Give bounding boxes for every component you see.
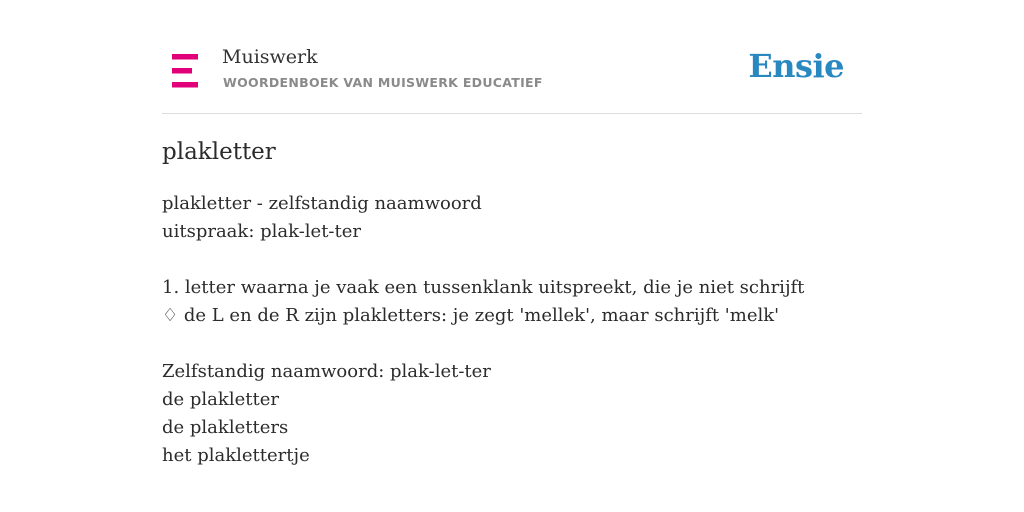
spacer bbox=[162, 246, 862, 274]
definition-body bbox=[162, 190, 862, 470]
singular-form: de plakletter bbox=[162, 389, 279, 410]
pronunciation-line: uitspraak: plak-let-ter bbox=[162, 221, 362, 242]
meaning-line: 1. letter waarna je vaak een tussenklank uitspreekt, die je niet schrijft bbox=[162, 277, 805, 298]
noun-header-line: Zelfstandig naamwoord: plak-let-ter bbox=[162, 361, 491, 382]
plural-form: de plakletters bbox=[162, 417, 289, 438]
header bbox=[162, 0, 862, 114]
source-name[interactable]: Muiswerk bbox=[222, 46, 318, 68]
entry-title: plakletter bbox=[162, 139, 276, 165]
page bbox=[162, 0, 862, 512]
ensie-logo-link[interactable]: Ensie bbox=[748, 47, 844, 85]
example-line: ♢ de L en de R zijn plakletters: je zegt 'mellek', maar schrijft 'melk' bbox=[162, 305, 780, 326]
spacer bbox=[162, 330, 862, 358]
muiswerk-logo-icon[interactable] bbox=[172, 54, 200, 88]
part-of-speech-line: plakletter - zelfstandig naamwoord bbox=[162, 193, 482, 214]
source-subtitle: WOORDENBOEK VAN MUISWERK EDUCATIEF bbox=[223, 75, 543, 90]
diminutive-form: het plaklettertje bbox=[162, 445, 310, 466]
